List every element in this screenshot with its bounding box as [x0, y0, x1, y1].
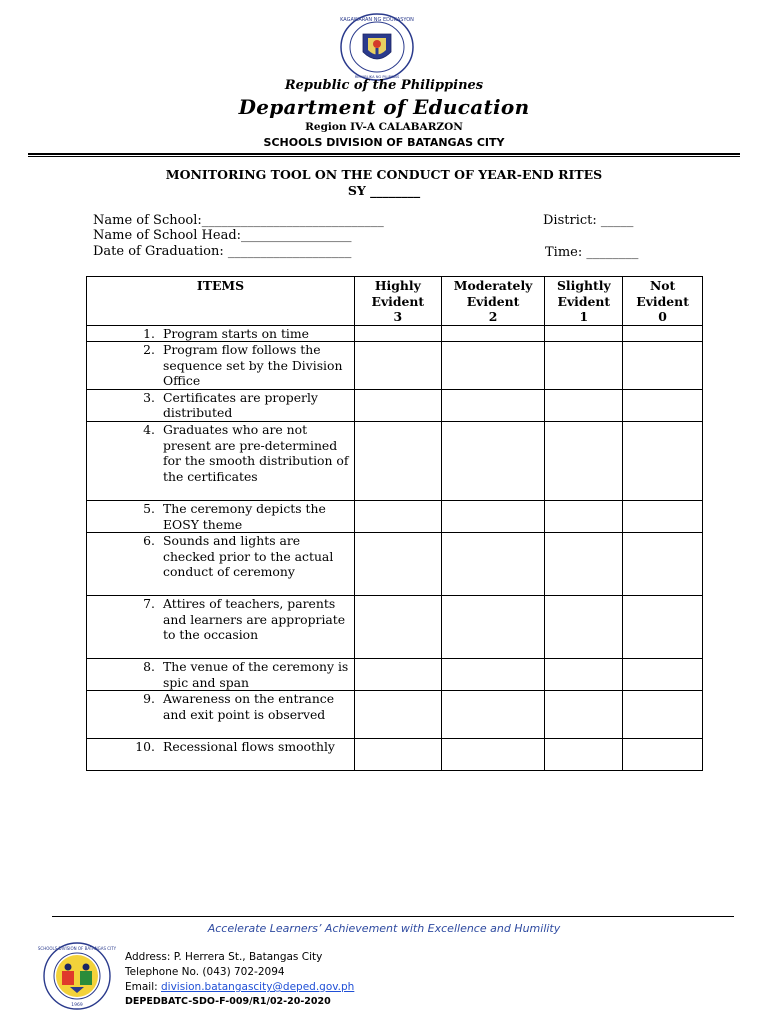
table-row — [87, 389, 703, 421]
rating-cell-3[interactable] — [354, 325, 441, 342]
rating-cell-0[interactable] — [623, 533, 703, 596]
email-link[interactable]: division.batangascity@deped.gov.ph — [161, 981, 355, 993]
rating-cell-1[interactable] — [545, 596, 623, 659]
item-cell: 6. Sounds and lights are checked prior to the actual conduct of ceremony — [87, 533, 355, 596]
rating-cell-3[interactable] — [354, 342, 441, 390]
motto-text: Accelerate Learners’ Achievement with Excellence and Humility — [207, 922, 561, 935]
rating-cell-0[interactable] — [623, 501, 703, 533]
rating-cell-0[interactable] — [623, 422, 703, 501]
rating-cell-1[interactable] — [545, 325, 623, 342]
graduation-date-field: Date of Graduation: ___________________ — [93, 244, 352, 259]
table-row — [87, 739, 703, 771]
rating-cell-1[interactable] — [545, 533, 623, 596]
form-code: DEPEDBATC-SDO-F-009/R1/02-20-2020 — [125, 996, 331, 1007]
deped-seal-logo — [337, 12, 417, 82]
table-row — [87, 422, 703, 501]
sdo-seal-text: SCHOOLS DIVISION OF BATANGAS CITY — [37, 946, 117, 951]
rating-cell-1[interactable] — [545, 739, 623, 771]
item-cell: 9. Awareness on the entrance and exit point is observed — [87, 691, 355, 739]
rating-cell-1[interactable] — [545, 389, 623, 421]
item-cell: 8. The venue of the ceremony is spic and span — [87, 659, 355, 691]
rating-cell-3[interactable] — [354, 501, 441, 533]
item-cell: 5. The ceremony depicts the EOSY theme — [87, 501, 355, 533]
item-cell: 4. Graduates who are not present are pre-determined for the smooth distribution of the certificates — [87, 422, 355, 501]
footer-divider — [52, 916, 734, 917]
rating-cell-3[interactable] — [354, 389, 441, 421]
telephone-text: Telephone No. (043) 702-2094 — [125, 966, 285, 978]
time-field: Time: ________ — [545, 245, 639, 260]
seal-text-top: KAGAWARAN NG EDUKASYON — [340, 17, 414, 23]
rating-cell-0[interactable] — [623, 659, 703, 691]
header-items: ITEMS — [87, 277, 355, 326]
table-row — [87, 501, 703, 533]
seal-text-bottom: REPUBLIKA NG PILIPINAS — [354, 75, 400, 79]
table-row — [87, 342, 703, 390]
header-divider-thin — [28, 156, 740, 157]
rating-cell-2[interactable] — [441, 342, 545, 390]
rating-cell-0[interactable] — [623, 389, 703, 421]
header-not-evident: Not Evident 0 — [623, 277, 703, 326]
rating-cell-1[interactable] — [545, 422, 623, 501]
table-row — [87, 325, 703, 342]
rating-cell-2[interactable] — [441, 659, 545, 691]
rating-cell-3[interactable] — [354, 422, 441, 501]
rating-cell-2[interactable] — [441, 596, 545, 659]
header-highly-evident: Highly Evident 3 — [354, 277, 441, 326]
school-name-field: Name of School:____________________________ — [93, 213, 384, 228]
rating-cell-2[interactable] — [441, 691, 545, 739]
rating-cell-0[interactable] — [623, 342, 703, 390]
rating-cell-0[interactable] — [623, 739, 703, 771]
item-cell: 7. Attires of teachers, parents and learners are appropriate to the occasion — [87, 596, 355, 659]
rating-cell-1[interactable] — [545, 342, 623, 390]
republic-heading: Republic of the Philippines — [284, 78, 484, 93]
email-label: Email: — [125, 981, 162, 993]
division-heading: SCHOOLS DIVISION OF BATANGAS CITY — [263, 136, 505, 149]
region-heading: Region IV-A CALABARZON — [305, 121, 463, 133]
rating-cell-2[interactable] — [441, 389, 545, 421]
header-moderately-evident: Moderately Evident 2 — [441, 277, 545, 326]
school-head-field: Name of School Head:_________________ — [93, 228, 352, 243]
rating-cell-3[interactable] — [354, 691, 441, 739]
rating-cell-0[interactable] — [623, 596, 703, 659]
rating-cell-2[interactable] — [441, 533, 545, 596]
rating-cell-1[interactable] — [545, 659, 623, 691]
rating-cell-0[interactable] — [623, 325, 703, 342]
item-cell: 10. Recessional flows smoothly — [87, 739, 355, 771]
rating-cell-3[interactable] — [354, 596, 441, 659]
document-title: MONITORING TOOL ON THE CONDUCT OF YEAR-END RITES — [165, 167, 603, 182]
item-cell: 1. Program starts on time — [87, 325, 355, 342]
rating-cell-1[interactable] — [545, 501, 623, 533]
email-line — [125, 981, 354, 993]
address-text: Address: P. Herrera St., Batangas City — [125, 951, 323, 963]
rating-cell-3[interactable] — [354, 739, 441, 771]
monitoring-table — [86, 276, 703, 771]
rating-cell-2[interactable] — [441, 739, 545, 771]
table-row — [87, 659, 703, 691]
table-row — [87, 596, 703, 659]
rating-cell-1[interactable] — [545, 691, 623, 739]
table-header-row — [87, 277, 703, 326]
table-row — [87, 533, 703, 596]
header-slightly-evident: Slightly Evident 1 — [545, 277, 623, 326]
header-divider — [28, 153, 740, 155]
department-heading: Department of Education — [238, 95, 530, 119]
table-row — [87, 691, 703, 739]
rating-cell-2[interactable] — [441, 325, 545, 342]
item-cell: 3. Certificates are properly distributed — [87, 389, 355, 421]
rating-cell-3[interactable] — [354, 659, 441, 691]
item-cell: 2. Program flow follows the sequence set by the Division Office — [87, 342, 355, 390]
sdo-batangas-seal-logo — [37, 941, 117, 1011]
sdo-seal-year: 1969 — [71, 1003, 83, 1008]
rating-cell-0[interactable] — [623, 691, 703, 739]
rating-cell-3[interactable] — [354, 533, 441, 596]
rating-cell-2[interactable] — [441, 501, 545, 533]
rating-cell-2[interactable] — [441, 422, 545, 501]
school-year-field: SY ________ — [347, 183, 421, 198]
district-field: District: _____ — [543, 213, 634, 228]
